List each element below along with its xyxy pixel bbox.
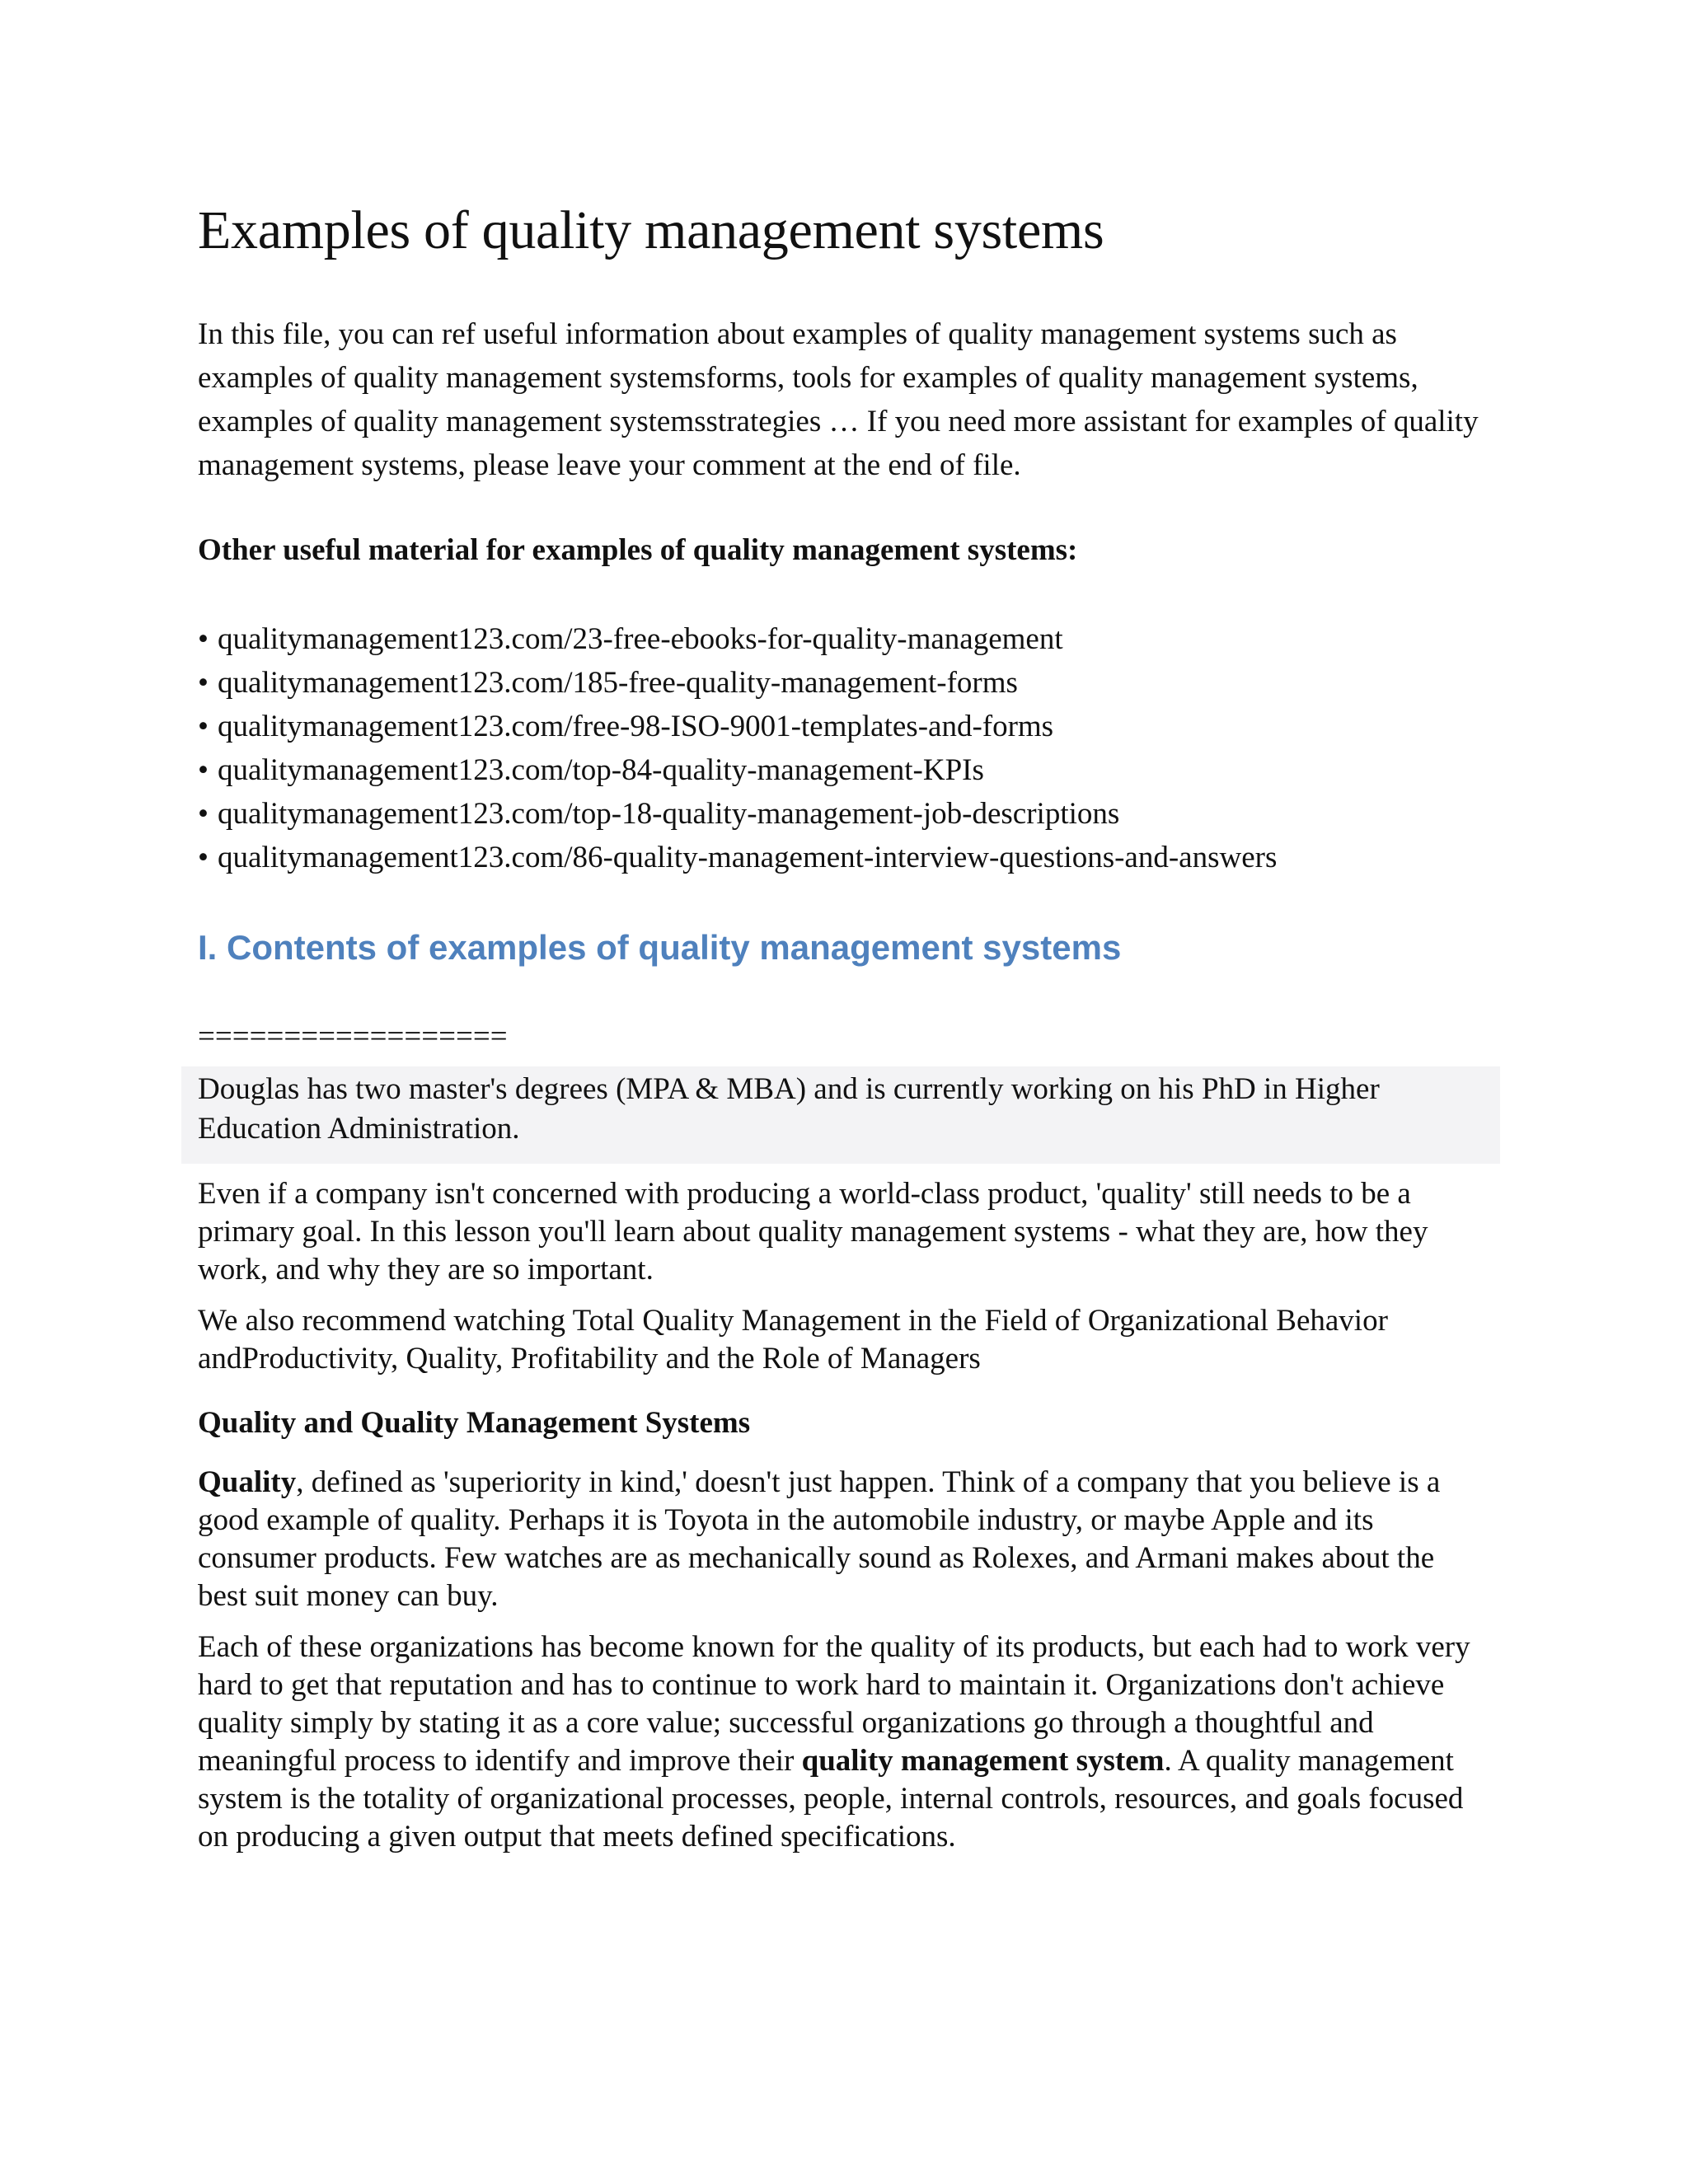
bullet-icon: • xyxy=(198,666,209,701)
resource-link[interactable]: qualitymanagement123.com/top-18-quality-management-job-descriptions xyxy=(218,797,1120,832)
resource-link-item[interactable] xyxy=(198,748,1484,792)
document-title: Examples of quality management systems xyxy=(198,200,1104,260)
resource-link[interactable]: qualitymanagement123.com/free-98-ISO-9001-templates-and-forms xyxy=(218,710,1054,744)
bullet-icon: • xyxy=(198,841,209,875)
resource-link-item[interactable] xyxy=(198,836,1484,879)
separator-line: ================== xyxy=(198,1019,508,1053)
resource-link[interactable]: qualitymanagement123.com/86-quality-management-interview-questions-and-answers xyxy=(218,841,1278,875)
resource-link-item[interactable] xyxy=(198,792,1484,836)
bullet-icon: • xyxy=(198,797,209,832)
resource-link[interactable]: qualitymanagement123.com/top-84-quality-management-KPIs xyxy=(218,753,984,788)
qms-text-after: . A quality management system is the totality of organizational processes, people, internal controls, resources, and goals focused on producing a given output that meets defined specifications. xyxy=(198,1743,1464,1854)
resource-link-item[interactable] xyxy=(198,705,1484,748)
intro-paragraph: In this file, you can ref useful information about examples of quality management systems such as examples of quality management systemsforms, tools for examples of quality management systems, examples of quality management systemsstrategies … If you need more assistant for examples of quality management systems, please leave your comment at the end of file. xyxy=(198,317,1479,483)
resource-link[interactable]: qualitymanagement123.com/185-free-quality-management-forms xyxy=(218,666,1018,701)
quality-definition-paragraph xyxy=(198,1464,1484,1615)
bullet-icon: • xyxy=(198,622,209,657)
resource-link[interactable]: qualitymanagement123.com/23-free-ebooks-for-quality-management xyxy=(218,622,1063,657)
resource-link-item[interactable] xyxy=(198,661,1484,705)
quality-term: Quality xyxy=(198,1465,297,1499)
qms-paragraph xyxy=(198,1629,1484,1856)
resource-link-list xyxy=(198,617,1484,879)
section-heading: Quality and Quality Management Systems xyxy=(198,1405,751,1440)
other-material-heading: Other useful material for examples of quality management systems: xyxy=(198,533,1078,568)
document-content xyxy=(198,198,1484,1869)
bullet-icon: • xyxy=(198,710,209,744)
qms-term: quality management system xyxy=(801,1743,1165,1778)
resource-link-item[interactable] xyxy=(198,617,1484,661)
qms-text-before: Each of these organizations has become known for the quality of its products, but each had to work very hard to get that reputation and has to continue to work hard to maintain it. Organizations don't achieve quality simply by stating it as a core value; successful organizations go through a thoughtful and meaningful process to identify and improve their xyxy=(198,1629,1470,1778)
contents-heading: I. Contents of examples of quality management systems xyxy=(198,928,1122,968)
intro-lesson-paragraph: Even if a company isn't concerned with producing a world-class product, 'quality' still needs to be a primary goal. In this lesson you'll learn about quality management systems - what they are, how they work, and why they are so important. xyxy=(198,1176,1428,1286)
quality-definition-text: , defined as 'superiority in kind,' doesn't just happen. Think of a company that you believe is a good example of quality. Perhaps it is Toyota in the automobile industry, or maybe Apple and its consumer products. Few watches are as mechanically sound as Rolexes, and Armani makes about the best suit money can buy. xyxy=(198,1465,1441,1613)
recommend-paragraph: We also recommend watching Total Quality Management in the Field of Organizational Behavior andProductivity, Quality, Profitability and the Role of Managers xyxy=(198,1303,1388,1376)
bullet-icon: • xyxy=(198,753,209,788)
author-note: Douglas has two master's degrees (MPA & MBA) and is currently working on his PhD in Higher Education Administration. xyxy=(181,1066,1500,1164)
